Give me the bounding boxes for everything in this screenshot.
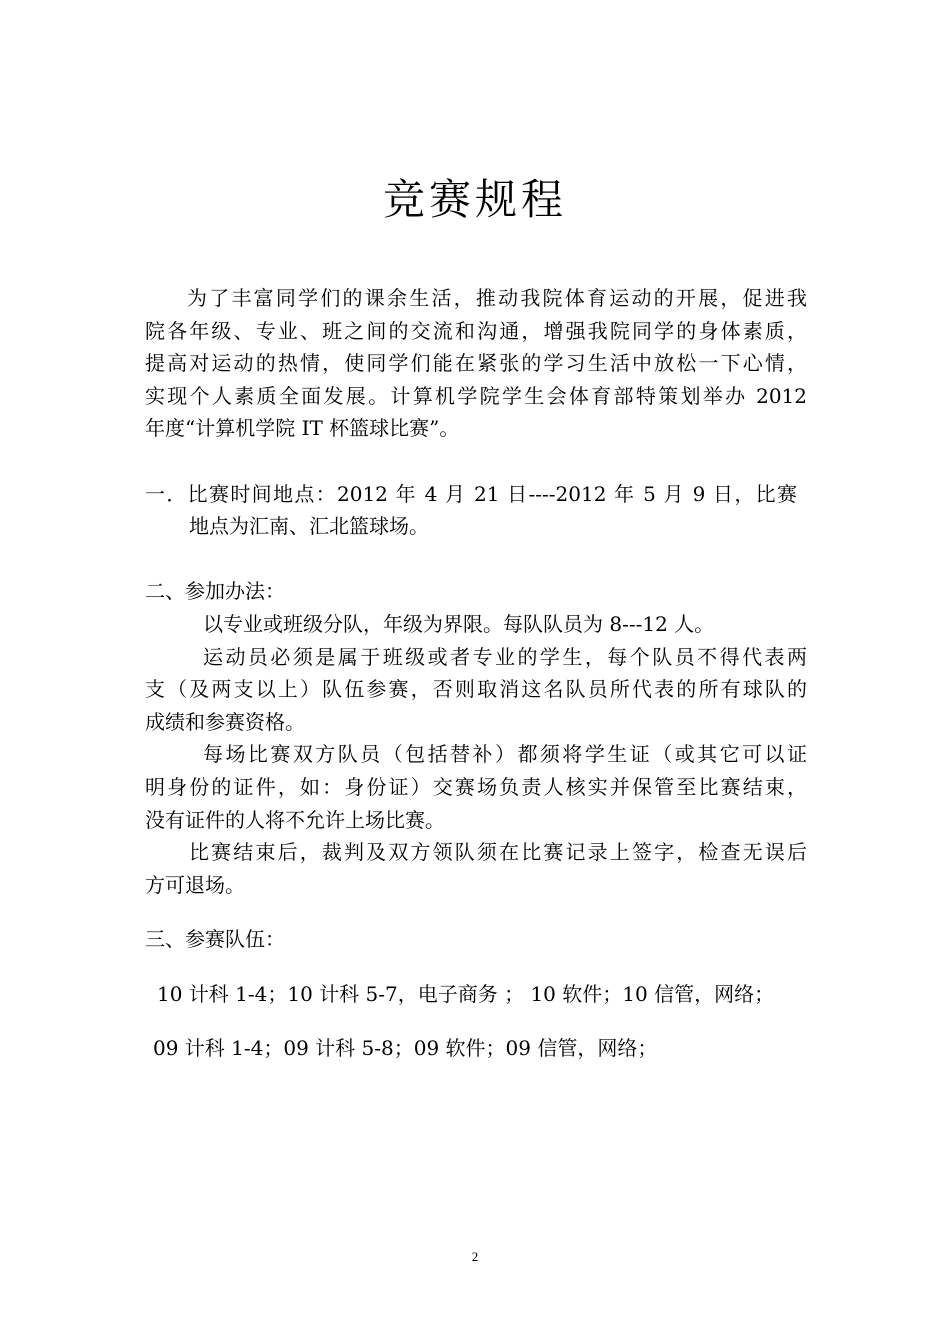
intro-paragraph [145,282,807,445]
section-teams [145,923,807,1065]
section-participation [145,575,807,901]
section2-heading: 二、参加办法： [145,579,285,604]
section1-line-1: 一．比赛时间地点：2012 年 4 月 21 日----2012 年 5 月 9 日，比赛 [145,481,797,506]
page-title: 竞赛规程 [382,175,567,224]
intro-line-2: 院各年级、专业、班之间的交流和沟通，增强我院同学的身体素质， [145,318,807,343]
section2-para-3-line-1: 每场比赛双方队员（包括替补）都须将学生证（或其它可以证 [203,742,807,767]
section2-para-2-line-1: 运动员必须是属于班级或者专业的学生，每个队员不得代表两 [203,644,807,669]
intro-line-5: 年度“计算机学院 IT 杯篮球比赛”。 [145,416,460,441]
section2-para-3-line-3: 没有证件的人将不允许上场比赛。 [145,807,445,832]
teams-line-2: 09 计科 1-4；09 计科 5-8；09 软件；09 信管，网络； [153,1036,658,1061]
section2-para-1: 以专业或班级分队，年级为界限。每队队员为 8---12 人。 [203,611,715,636]
section2-para-4-line-2: 方可退场。 [145,872,245,897]
intro-line-4: 实现个人素质全面发展。计算机学院学生会体育部特策划举办 2012 [145,383,807,408]
section1-line-2: 地点为汇南、汇北篮球场。 [189,514,429,539]
teams-line-1: 10 计科 1-4；10 计科 5-7，电子商务 ； 10 软件；10 信管，网络； [157,981,775,1006]
section2-para-4-line-1: 比赛结束后，裁判及双方领队须在比赛记录上签字，检查无误后 [189,840,807,865]
section-time-location [145,478,807,543]
section3-heading: 三、参赛队伍： [145,927,285,952]
intro-line-3: 提高对运动的热情，使同学们能在紧张的学习生活中放松一下心情， [145,351,807,376]
page-number: 2 [471,1249,479,1264]
document-body [145,282,807,1065]
intro-line-1: 为了丰富同学们的课余生活，推动我院体育运动的开展，促进我 [187,286,807,310]
section2-para-2-line-2: 支（及两支以上）队伍参赛，否则取消这名队员所代表的所有球队的 [145,677,807,702]
section2-para-2-line-3: 成绩和参赛资格。 [145,709,305,734]
section2-para-3-line-2: 明身份的证件，如：身份证）交赛场负责人核实并保管至比赛结束， [145,774,807,799]
